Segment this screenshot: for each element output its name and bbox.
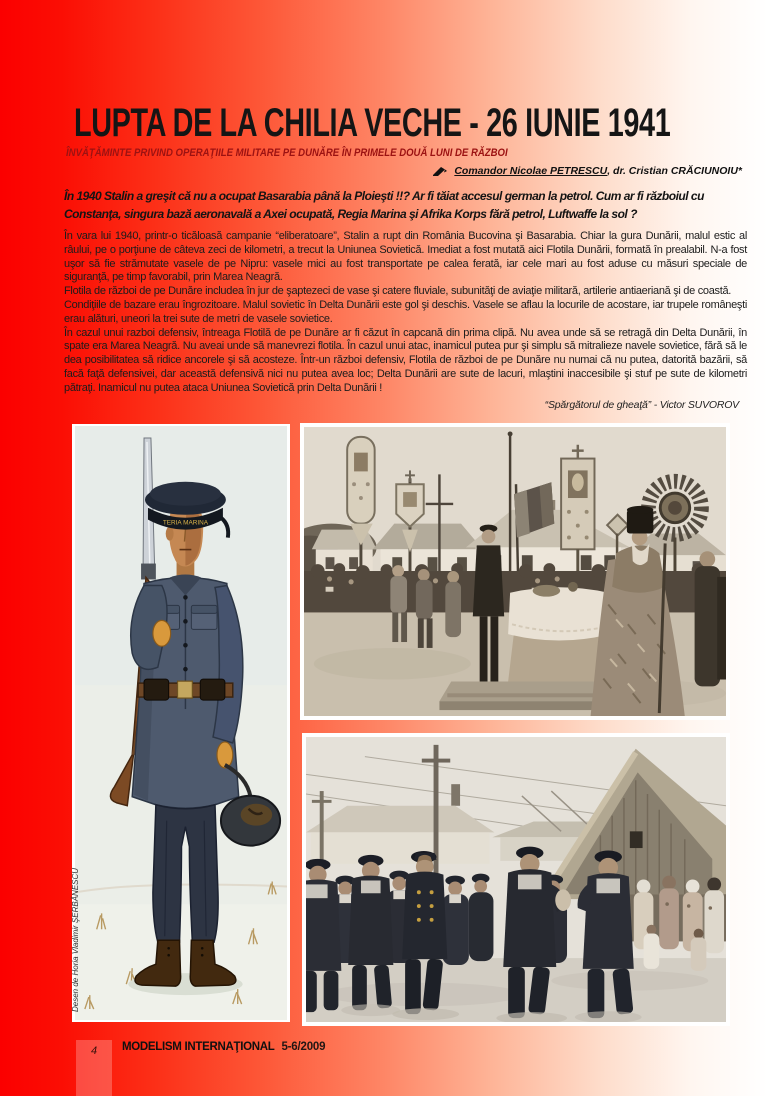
issue-number: 5-6/2009 xyxy=(281,1041,326,1053)
ceremony-photo-art xyxy=(304,427,726,716)
page-number: 4 xyxy=(90,1045,98,1057)
quote-attribution: “Spărgătorul de gheaţă” - Victor SUVOROV xyxy=(544,398,739,411)
page-number-strip xyxy=(76,1040,112,1096)
byline xyxy=(432,165,742,177)
article-subtitle: ÎNVĂŢĂMINTE PRIVIND OPERAŢIILE MILITARE PE DUNĂRE ÎN PRIMELE DOUĂ LUNI DE RĂZBOI xyxy=(66,147,508,159)
writing-pen-icon xyxy=(432,166,448,177)
paragraph-4: În cazul unui razboi defensiv, întreaga Flotilă de pe Dunăre ar fi căzut în capcană din prima clipă. Nu avea unde să se retragă din Delta Dunării, în spate era Marea Neagră. Nu aveai unde să manevrezi flotila. În cazul unui atac, inamicul putea pur şi simplu să mitralieze navele sovietice, fără să le dea posibilitatea să ridice ancorele şi să acosteze. Într-un război defensiv, Flotila de război de pe Dunăre nu numai că nu putea, datorită bazării, să facă faţă defensivei, dar această defensivă nici nu putea avea loc; Delta Dunării are sute de lacuri, mlaştini inaccesibile şi stuf pe sute de kilometri pătraţi. Inamicul nu putea ataca Uniunea Sovietică prin Delta Dunării ! xyxy=(64,326,747,394)
marching-photo xyxy=(302,733,730,1026)
sailor-illustration-art xyxy=(75,426,287,1020)
magazine-name: MODELISM INTERNAŢIONAL xyxy=(122,1041,275,1053)
byline-text xyxy=(454,165,742,177)
cap-band-text: TERIA MARINA xyxy=(162,519,209,527)
sailor-illustration xyxy=(72,424,290,1022)
footer xyxy=(122,1041,325,1053)
author-main: Comandor Nicolae PETRESCU xyxy=(454,165,608,177)
paragraph-3: Condiţiile de bazare erau îngrozitoare. Malul sovietic în Delta Dunării este gol şi deschis. Vasele se aflau la locurile de acostare, iar trupele româneşti erau alături, uneori la trei sute de metri de vasele sovietice. xyxy=(64,298,747,325)
paragraph-2: Flotila de război de pe Dunăre includea în jur de şaptezeci de vase şi catere fluviale, subunităţi de aviaţie militară, artilerie antiaeriană şi de coastă. xyxy=(64,285,732,298)
author-rest: , dr. Cristian CRĂCIUNOIU* xyxy=(607,165,742,177)
marching-photo-art xyxy=(306,737,726,1022)
article-body xyxy=(64,188,747,411)
paragraph-1: În vara lui 1940, printr-o ticăloasă campanie “eliberatoare”, Stalin a rupt din România Bucovina şi Basarabia. Chiar la gura Dunării, malul estic al râului, pe o porţiune de câteva zeci de kilometri, a trecut la Uniunea Sovietică. Imediat a fost mutată aici Flotila Dunării, formată în prealabil. N-a fost uşor să fie strămutate vasele de pe Nipru: vasele mici au fost transportate pe calea ferată, iar cele mari au fost aduse cu măsuri speciale de siguranţă, pe timp favorabil, prin Marea Neagră. xyxy=(64,230,747,284)
header xyxy=(74,101,764,145)
lead-paragraph: În 1940 Stalin a greşit că nu a ocupat Basarabia până la Ploieşti !!? Ar fi tăiat accesul german la petrol. Cum ar fi războiul cu Constanţa, singura bază aeronavală a Axei ocupată, Regia Marina şi Afrika Korps fără petrol, Luftwaffe la sol ? xyxy=(64,189,704,221)
illustration-credit: Desen de Horia Vladimir ŞERBĂNESCU xyxy=(71,867,80,1012)
ceremony-photo xyxy=(300,423,730,720)
page-title: LUPTA DE LA CHILIA VECHE - 26 IUNIE 1941 xyxy=(74,101,671,145)
